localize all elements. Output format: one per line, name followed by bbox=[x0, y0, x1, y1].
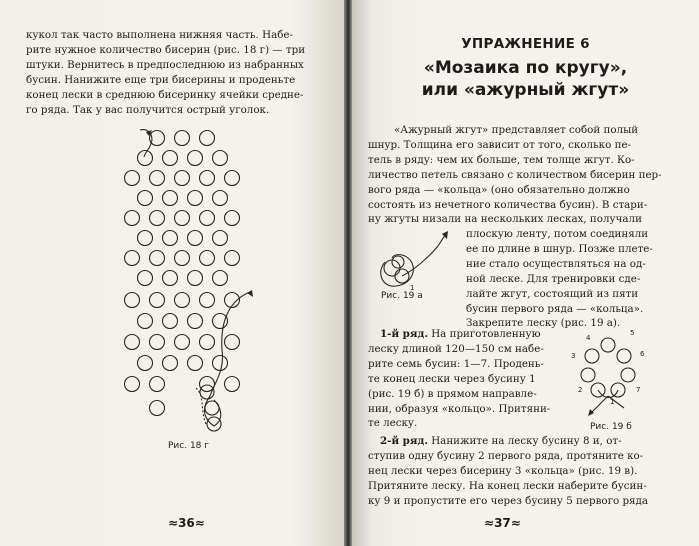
row2-paragraph bbox=[368, 434, 684, 509]
figure-19b-caption: Рис. 19 б bbox=[590, 422, 632, 432]
row2-label: 2-й ряд. bbox=[380, 435, 428, 447]
page-number-37: 37 bbox=[494, 516, 511, 530]
intro-line: вого ряда — «кольца» (оно обязательно должно bbox=[368, 183, 630, 196]
bead-grid bbox=[125, 131, 240, 432]
intro-line: «Ажурный жгут» представляет собой полый bbox=[394, 124, 639, 136]
thread-bottom bbox=[204, 292, 250, 426]
left-line: го ряда. Так у вас получится острый уголок. bbox=[26, 103, 270, 116]
row2-text: Нанижите на леску бусину 8 и, от- bbox=[427, 435, 622, 447]
figure-19a-caption: Рис. 19 а bbox=[381, 291, 423, 301]
left-line: рите нужное количество бисерин (рис. 18 г) — три bbox=[26, 43, 306, 56]
left-line: конец лески в среднюю бисеринку ячейки средне- bbox=[26, 88, 304, 101]
row1-line: нии, образуя «кольцо». Притяни- bbox=[368, 402, 551, 415]
intro-line: состоять из нечетного количества бусин). В стари- bbox=[368, 198, 648, 211]
row1-line: леску длиной 120—150 см набе- bbox=[368, 342, 544, 355]
wrap-line: ние стало осуществляться на од- bbox=[466, 257, 646, 270]
row1-line: (рис. 19 б) в прямом направле- bbox=[368, 387, 537, 400]
exercise-subtitle-2: или «ажурный жгут» bbox=[421, 80, 630, 100]
wrap-line: плоскую ленту, потом соединяли bbox=[466, 228, 649, 240]
row2-line: нец лески через бисерину 3 «кольца» (рис. 19 в). bbox=[368, 464, 638, 477]
wrap-line: ее по длине в шнур. Позже плете- bbox=[466, 242, 653, 255]
figure-18g-bead-diagram bbox=[0, 0, 344, 546]
wrap-line: Закрепите леску (рис. 19 а). bbox=[466, 317, 621, 330]
row2-line: ку 9 и пропустите его через бусину 5 первого ряда bbox=[368, 494, 649, 507]
left-line: бусин. Нанижите еще три бисерины и проденьте bbox=[26, 73, 296, 86]
left-page bbox=[0, 0, 344, 546]
row2-line: Притяните леску. На конец лески наберите бусин- bbox=[368, 479, 647, 492]
fig-19a-number: 1 bbox=[410, 284, 415, 292]
right-page bbox=[352, 0, 699, 546]
wrap-line: бусин первого ряда — «кольца». bbox=[466, 302, 644, 315]
wrap-line: лайте жгут, состоящий из пяти bbox=[466, 287, 639, 300]
row1-line: рите семь бусин: 1—7. Продень- bbox=[368, 357, 544, 370]
fig-19b-label-3: 3 bbox=[571, 352, 576, 360]
exercise-title: УПРАЖНЕНИЕ 6 bbox=[461, 36, 590, 52]
fig-19b-label-2: 2 bbox=[578, 386, 583, 394]
ornament-left: ≈ bbox=[484, 516, 495, 530]
right-page-number bbox=[484, 516, 521, 530]
ornament-right: ≈ bbox=[194, 516, 205, 530]
intro-line: тель в ряду: чем их больше, тем толще жгут. Ко- bbox=[368, 153, 635, 166]
row1-label: 1-й ряд. bbox=[380, 328, 428, 340]
intro-line: ну жгуты низали на нескольких лесках, получали bbox=[368, 213, 642, 226]
row2-line bbox=[368, 434, 684, 449]
fig-19b-label-7: 7 bbox=[636, 386, 641, 394]
left-page-number bbox=[168, 516, 205, 530]
ornament-right: ≈ bbox=[510, 516, 521, 530]
intro-line: личество петель связано с количеством бисерин пер- bbox=[368, 168, 662, 181]
row1-line: те конец лески через бусину 1 bbox=[368, 372, 536, 385]
ornament-left: ≈ bbox=[168, 516, 179, 530]
fig-19b-label-4: 4 bbox=[586, 334, 591, 342]
book-gutter bbox=[344, 0, 352, 546]
wrap-line: ной леске. Для тренировки сде- bbox=[466, 272, 641, 285]
fig-19b-label-1: 1 bbox=[610, 398, 615, 406]
intro-line: шнур. Толщина его зависит от того, сколько пе- bbox=[368, 138, 632, 151]
fig-19b-label-5: 5 bbox=[630, 329, 635, 337]
figure-18g-caption: Рис. 18 г bbox=[168, 441, 209, 451]
row1-text: На приготовленную bbox=[427, 328, 541, 340]
fig-19b-label-6: 6 bbox=[640, 350, 645, 358]
left-line: штуки. Вернитесь в предпоследнюю из набранных bbox=[26, 58, 304, 71]
row2-line: ступив одну бусину 2 первого ряда, протяните ко- bbox=[368, 449, 644, 462]
page-number-36: 36 bbox=[178, 516, 195, 530]
exercise-subtitle-1: «Мозаика по кругу», bbox=[423, 58, 628, 78]
row1-line: те леску. bbox=[368, 417, 418, 430]
left-line: кукол так часто выполнена нижняя часть. Набе- bbox=[26, 29, 293, 41]
